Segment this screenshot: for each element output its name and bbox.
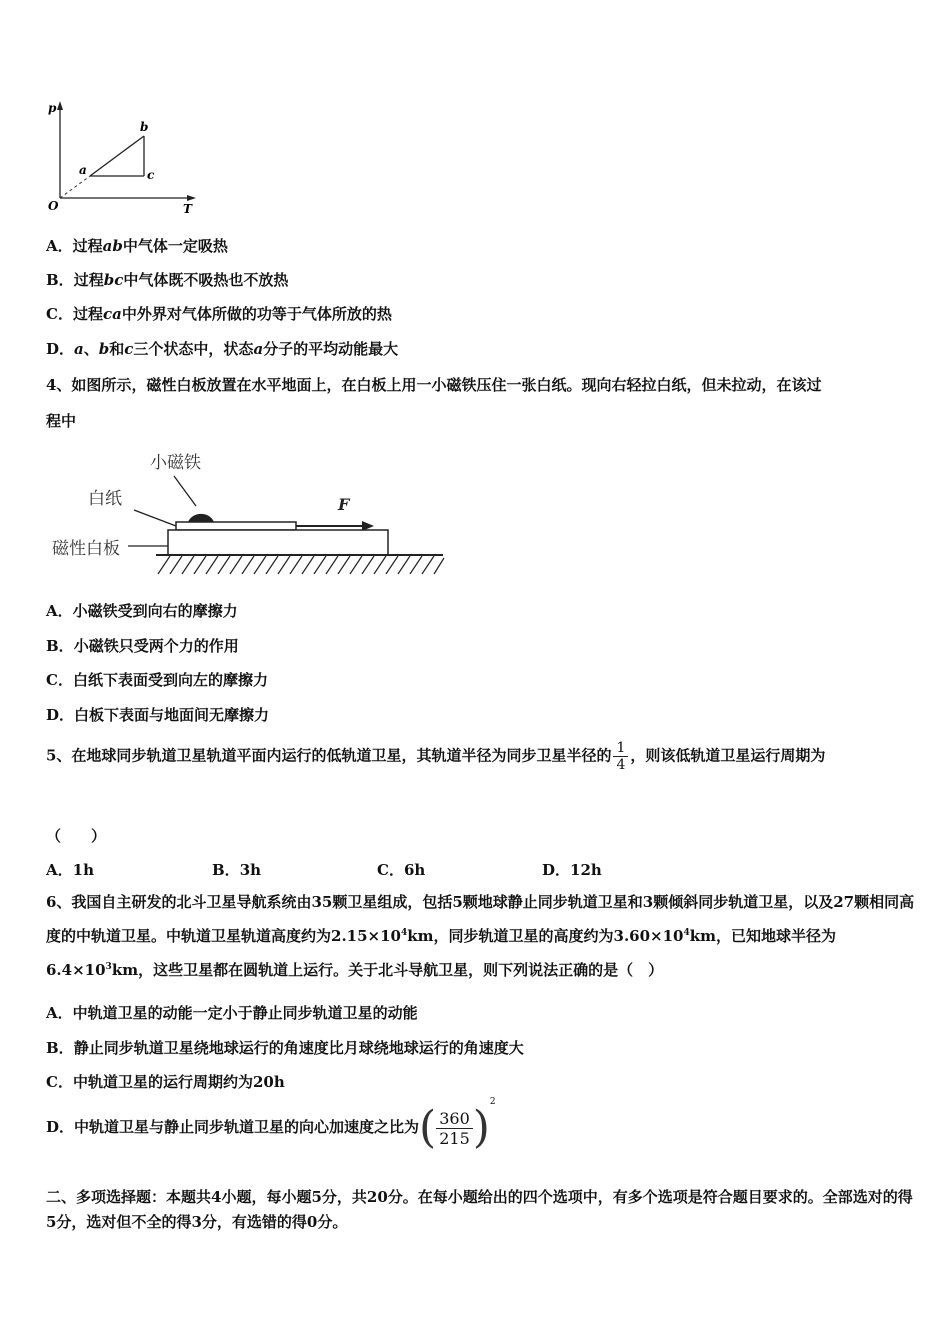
option-var: bc: [103, 271, 124, 289]
q5-option-b: [212, 859, 261, 880]
option-label: C．: [46, 1073, 73, 1091]
paper-shape: [176, 522, 296, 530]
point-b-label: b: [140, 120, 149, 134]
dashed-extension: [60, 176, 90, 198]
option-text: 小磁铁受到向右的摩擦力: [72, 602, 238, 620]
option-var: ab: [102, 237, 123, 255]
option-text: 白纸下表面受到向左的摩擦力: [72, 671, 268, 689]
exponent: 2: [489, 1097, 496, 1107]
option-label: C．: [46, 671, 73, 689]
option-label: B．: [46, 1039, 74, 1057]
q6-stem-text: km，这些卫星都在圆轨道上运行。关于北斗导航卫星，则下列说法正确的是（ ）: [111, 961, 664, 979]
q5-stem: [46, 740, 825, 773]
section-2-heading: 二、多项选择题：本题共4小题，每小题5分，共20分。在每小题给出的四个选项中，有多个选项是符合题目要求的。全部选对的得5分，选对但不全的得3分，有选错的得0分。: [46, 1188, 913, 1231]
q4-stem-line2: 程中: [46, 412, 77, 430]
option-label: C．: [377, 861, 404, 879]
option-var: a: [74, 340, 84, 358]
magnet-label: 小磁铁: [150, 453, 201, 473]
option-text: 6h: [403, 861, 426, 879]
option-text: 1h: [72, 861, 94, 879]
option-text: 三个状态中，状态: [133, 340, 254, 358]
q5-option-a: [46, 859, 94, 880]
q3-option-b: [46, 269, 288, 290]
q6-option-c: [46, 1071, 285, 1092]
point-a-label: a: [79, 163, 87, 177]
board-shape: [168, 530, 388, 555]
option-label: A．: [46, 237, 73, 255]
exponent: 4: [400, 928, 408, 938]
t-axis-label: T: [183, 202, 192, 216]
paper-label: 白纸: [88, 489, 122, 509]
option-text: 中外界对气体所做的功等于气体所放的热: [121, 305, 392, 323]
option-text: 中轨道卫星与静止同步轨道卫星的向心加速度之比为: [74, 1118, 420, 1136]
q6-option-a: [46, 1002, 418, 1023]
q6-stem-text: 6、我国自主研发的北斗卫星导航系统由35颗卫星组成，包括5颗地球静止同步轨道卫星和3颗倾斜同步轨道卫星，以及27颗相同高度的中轨道卫星。中轨道卫星轨道高度约为2.15×10: [46, 893, 915, 945]
option-text: 中气体一定吸热: [122, 237, 228, 255]
option-var: ca: [102, 305, 122, 323]
point-c-label: c: [147, 168, 155, 182]
exponent: 3: [105, 962, 112, 972]
q5-stem-text: 5、在地球同步轨道卫星轨道平面内运行的低轨道卫星，其轨道半径为同步卫星半径的: [46, 746, 612, 765]
fraction-one-quarter: [613, 740, 628, 773]
q3-option-a: [46, 235, 228, 256]
option-label: D．: [46, 706, 75, 724]
option-label: B．: [212, 861, 240, 879]
t-axis-arrow: [187, 195, 196, 201]
option-label: B．: [46, 637, 74, 655]
p-axis-label: p: [48, 101, 57, 115]
paper-pointer: [134, 510, 176, 526]
fraction-numerator: 1: [613, 740, 628, 757]
q5-option-c: [377, 859, 425, 880]
q6-stem-text: km，同步轨道卫星的高度约为3.60×10: [407, 927, 684, 945]
option-text: 12h: [570, 861, 602, 879]
option-label: D．: [542, 861, 571, 879]
pt-graph-figure: [40, 98, 200, 218]
option-label: C．: [46, 305, 73, 323]
magnet-pointer: [174, 476, 196, 506]
option-var: b: [98, 340, 110, 358]
q3-option-d: [46, 338, 398, 359]
option-label: D．: [46, 340, 75, 358]
q4-option-b: [46, 635, 239, 656]
magnet-board-figure: [48, 440, 448, 585]
origin-label: O: [48, 199, 59, 213]
option-text: 中气体既不吸热也不放热: [123, 271, 289, 289]
q5-answer-paren: （ ）: [46, 827, 107, 845]
q5-stem-text: ，则该低轨道卫星运行周期为: [630, 746, 826, 765]
option-label: A．: [46, 1004, 73, 1022]
q6-stem: [46, 885, 916, 987]
left-paren: (: [419, 1102, 437, 1153]
force-label: F: [338, 495, 350, 514]
fraction-denominator: 4: [616, 757, 626, 773]
option-text: 、: [83, 340, 99, 358]
q5-option-d: [542, 859, 602, 880]
magnet-shape: [188, 514, 214, 522]
option-var: a: [253, 340, 264, 358]
q4-option-a: [46, 600, 238, 621]
q6-option-d: [46, 1097, 496, 1153]
option-label: B．: [46, 271, 74, 289]
line-ab: [90, 136, 144, 176]
ground-hatching: [158, 556, 444, 574]
right-paren: ): [472, 1102, 490, 1153]
exponent: 4: [683, 928, 690, 938]
option-text: 中轨道卫星的动能一定小于静止同步轨道卫星的动能: [72, 1004, 418, 1022]
q4-stem-line1: 4、如图所示，磁性白板放置在水平地面上，在白板上用一小磁铁压住一张白纸。现向右轻拉白纸，但未拉动，在该过: [46, 376, 822, 394]
q4-option-c: [46, 669, 268, 690]
p-axis-arrow: [57, 101, 63, 110]
ratio-fraction: [436, 1109, 473, 1148]
option-text: 过程: [73, 271, 104, 289]
q4-option-d: [46, 704, 269, 725]
option-text: 和: [109, 340, 125, 358]
option-label: A．: [46, 861, 73, 879]
option-text: 过程: [72, 305, 103, 323]
option-text: 小磁铁只受两个力的作用: [73, 637, 239, 655]
option-text: 静止同步轨道卫星绕地球运行的角速度比月球绕地球运行的角速度大: [73, 1039, 524, 1057]
option-text: 3h: [239, 861, 262, 879]
fraction-numerator: 360: [436, 1109, 473, 1129]
option-text: 白板下表面与地面间无摩擦力: [74, 706, 270, 724]
option-var: c: [124, 340, 134, 358]
option-text: 中轨道卫星的运行周期约为20h: [72, 1073, 285, 1091]
board-label: 磁性白板: [52, 539, 120, 559]
option-label: D．: [46, 1118, 75, 1136]
option-label: A．: [46, 602, 73, 620]
option-text: 过程: [72, 237, 103, 255]
q6-stem-text: km，已知地球半径为6.4×10: [46, 927, 837, 979]
q3-option-c: [46, 303, 392, 324]
fraction-denominator: 215: [439, 1128, 470, 1148]
q6-option-b: [46, 1037, 524, 1058]
option-text: 分子的平均动能最大: [263, 340, 399, 358]
